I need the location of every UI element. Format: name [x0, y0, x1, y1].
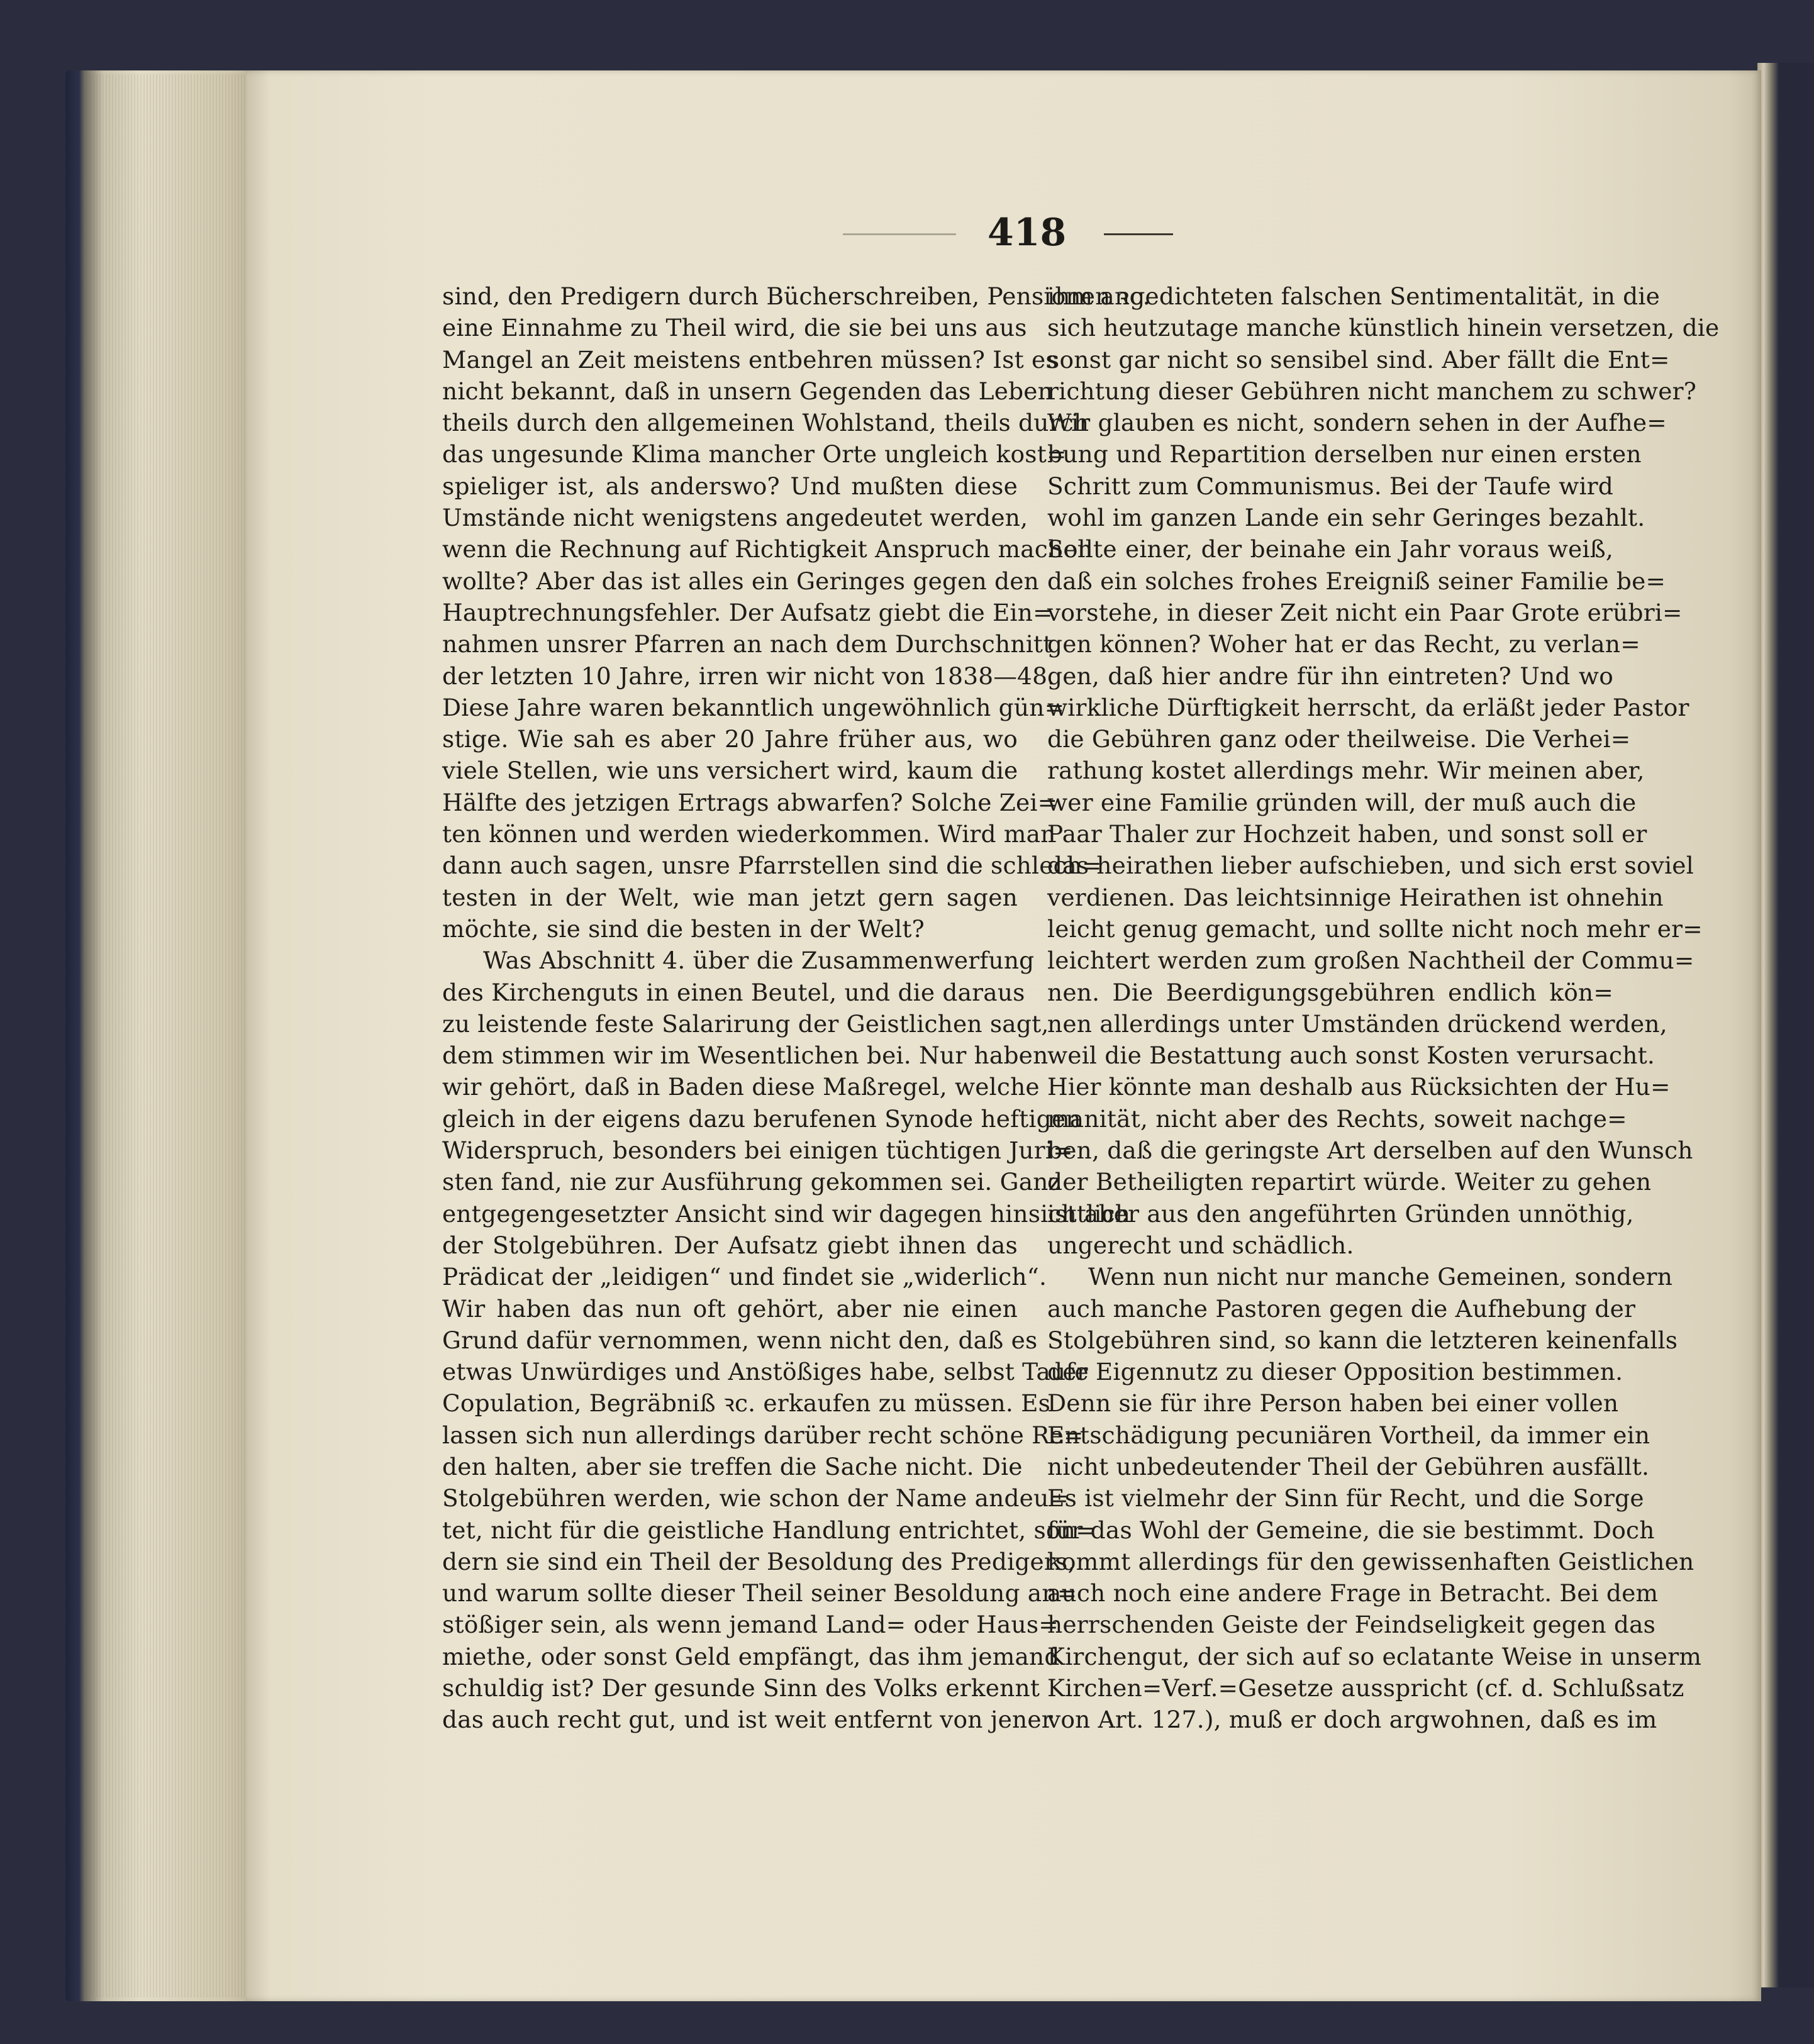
text-line: nen. Die Beerdigungsgebühren endlich kön=: [1047, 978, 1613, 1006]
text-line: viele Stellen, wie uns versichert wird, kaum die: [442, 757, 1018, 785]
text-line: spieliger ist, als anderswo? Und mußten diese: [442, 472, 1018, 500]
text-line: Hier könnte man deshalb aus Rücksichten der Hu=: [1047, 1073, 1671, 1101]
text-line: wer eine Familie gründen will, der muß auch die: [1047, 788, 1637, 816]
text-line: wollte? Aber das ist alles ein Geringes gegen den: [442, 567, 1039, 595]
text-line: der Stolgebühren. Der Aufsatz giebt ihnen das: [442, 1231, 1018, 1259]
text-line: gen, daß hier andre für ihn eintreten? Und wo: [1047, 662, 1613, 690]
text-line: Kirchen=Verf.=Gesetze ausspricht (cf. d. Schlußsatz: [1047, 1674, 1684, 1702]
text-line: des Kirchenguts in einen Beutel, und die daraus: [442, 978, 1025, 1006]
right-text-column: [1047, 280, 1720, 1736]
text-line: ben, daß die geringste Art derselben auf den Wunsch: [1047, 1136, 1693, 1165]
header-rule-left: [843, 233, 956, 235]
text-line: entgegengesetzter Ansicht sind wir dagegen hinsichtlich: [442, 1199, 1131, 1228]
text-line: dern sie sind ein Theil der Besoldung des Predigers,: [442, 1547, 1076, 1575]
text-line: Mangel an Zeit meistens entbehren müssen? Ist es: [442, 345, 1058, 374]
page-header: [969, 211, 1182, 261]
text-line: etwas Unwürdiges und Anstößiges habe, selbst Taufe: [442, 1358, 1089, 1386]
text-line: Hauptrechnungsfehler. Der Aufsatz giebt die Ein=: [442, 598, 1053, 626]
text-line: Umstände nicht wenigstens angedeutet werden,: [442, 504, 1028, 532]
text-line: der letzten 10 Jahre, irren wir nicht von 1838—48.: [442, 662, 1055, 690]
text-line: Wenn nun nicht nur manche Gemeinen, sondern: [1088, 1263, 1673, 1291]
text-line: Wir glauben es nicht, sondern sehen in der Aufhe=: [1047, 409, 1667, 437]
text-line: dann auch sagen, unsre Pfarrstellen sind die schlech=: [442, 852, 1102, 880]
text-line: sind, den Predigern durch Bücherschreiben, Pensionen ꝛc.: [442, 282, 1150, 310]
page-stack-edges: [88, 74, 245, 1997]
text-line: nicht unbedeutender Theil der Gebühren ausfällt.: [1047, 1452, 1650, 1480]
text-line: nen allerdings unter Umständen drückend werden,: [1047, 1009, 1667, 1038]
text-line: verdienen. Das leichtsinnige Heirathen ist ohnehin: [1047, 883, 1664, 911]
text-line: vorstehe, in dieser Zeit nicht ein Paar Grote erübri=: [1047, 598, 1683, 626]
text-line: miethe, oder sonst Geld empfängt, das ihm jemand: [442, 1642, 1060, 1670]
text-line: leichtert werden zum großen Nachtheil der Commu=: [1047, 947, 1694, 975]
text-line: das auch recht gut, und ist weit entfernt von jener: [442, 1706, 1053, 1734]
text-line: Hälfte des jetzigen Ertrags abwarfen? Solche Zei=: [442, 788, 1058, 816]
text-line: herrschenden Geiste der Feindseligkeit gegen das: [1047, 1611, 1656, 1639]
text-line: schuldig ist? Der gesunde Sinn des Volks erkennt: [442, 1674, 1040, 1702]
text-line: gleich in der eigens dazu berufenen Synode heftigen: [442, 1104, 1081, 1133]
text-line: Schritt zum Communismus. Bei der Taufe wird: [1047, 472, 1613, 500]
text-line: manität, nicht aber des Rechts, soweit nachge=: [1047, 1104, 1627, 1133]
text-line: von Art. 127.), muß er doch argwohnen, daß es im: [1047, 1706, 1657, 1734]
text-line: Denn sie für ihre Person haben bei einer vollen: [1047, 1389, 1619, 1418]
text-line: sten fand, nie zur Ausführung gekommen sei. Ganz: [442, 1168, 1061, 1196]
page-number: 418: [988, 211, 1067, 255]
text-line: nahmen unsrer Pfarren an nach dem Durchschnitt: [442, 630, 1053, 658]
text-line: sich heutzutage manche künstlich hinein versetzen, die: [1047, 314, 1720, 342]
text-line: Was Abschnitt 4. über die Zusammenwerfung: [483, 947, 1035, 975]
text-line: der Betheiligten repartirt würde. Weiter zu gehen: [1047, 1168, 1652, 1196]
text-line: kommt allerdings für den gewissenhaften Geistlichen: [1047, 1547, 1694, 1575]
text-line: Es ist vielmehr der Sinn für Recht, und die Sorge: [1047, 1484, 1644, 1513]
text-line: das ungesunde Klima mancher Orte ungleich kost=: [442, 440, 1067, 469]
header-rule-right: [1104, 233, 1173, 235]
text-line: für das Wohl der Gemeine, die sie bestimmt. Doch: [1047, 1516, 1655, 1544]
text-line: weil die Bestattung auch sonst Kosten verursacht.: [1047, 1041, 1655, 1070]
text-line: Widerspruch, besonders bei einigen tüchtigen Juri=: [442, 1136, 1073, 1165]
text-line: eine Einnahme zu Theil wird, die sie bei uns aus: [442, 314, 1027, 342]
text-line: daß ein solches frohes Ereigniß seiner Familie be=: [1047, 567, 1666, 595]
text-line: rathung kostet allerdings mehr. Wir meinen aber,: [1047, 757, 1645, 785]
text-line: und warum sollte dieser Theil seiner Besoldung an=: [442, 1579, 1077, 1608]
text-line: Grund dafür vernommen, wenn nicht den, daß es: [442, 1326, 1038, 1354]
text-line: Stolgebühren werden, wie schon der Name andeu=: [442, 1484, 1069, 1513]
text-line: wohl im ganzen Lande ein sehr Geringes bezahlt.: [1047, 504, 1645, 532]
text-line: tet, nicht für die geistliche Handlung entrichtet, son=: [442, 1516, 1096, 1544]
text-line: wenn die Rechnung auf Richtigkeit Anspruch machen: [442, 535, 1093, 564]
text-line: das heirathen lieber aufschieben, und sich erst soviel: [1047, 852, 1694, 880]
text-line: lassen sich nun allerdings darüber recht schöne Re=: [442, 1421, 1084, 1449]
text-line: Copulation, Begräbniß ꝛc. erkaufen zu müssen. Es: [442, 1389, 1051, 1418]
text-line: auch noch eine andere Frage in Betracht. Bei dem: [1047, 1579, 1659, 1608]
text-line: nicht bekannt, daß in unsern Gegenden das Leben: [442, 377, 1054, 405]
text-line: wir gehört, daß in Baden diese Maßregel, welche: [442, 1073, 1040, 1101]
text-line: theils durch den allgemeinen Wohlstand, theils durch: [442, 409, 1089, 437]
left-text-column: [442, 280, 1150, 1736]
text-line: Entschädigung pecuniären Vortheil, da immer ein: [1047, 1421, 1650, 1449]
text-line: dem stimmen wir im Wesentlichen bei. Nur haben: [442, 1041, 1049, 1070]
text-line: Sollte einer, der beinahe ein Jahr voraus weiß,: [1047, 535, 1613, 564]
text-line: stößiger sein, als wenn jemand Land= oder Haus=: [442, 1611, 1059, 1639]
text-line: gen können? Woher hat er das Recht, zu verlan=: [1047, 630, 1640, 658]
text-line: ungerecht und schädlich.: [1047, 1231, 1354, 1259]
binding-edge: [1757, 63, 1814, 1987]
text-line: wirkliche Dürftigkeit herrscht, da erläßt jeder Pastor: [1047, 693, 1689, 721]
text-line: richtung dieser Gebühren nicht manchem zu schwer?: [1047, 377, 1697, 405]
text-line: sonst gar nicht so sensibel sind. Aber fällt die Ent=: [1047, 345, 1670, 374]
text-line: Stolgebühren sind, so kann die letzteren keinenfalls: [1047, 1326, 1678, 1354]
text-line: bung und Repartition derselben nur einen ersten: [1047, 440, 1642, 469]
text-line: der Eigennutz zu dieser Opposition bestimmen.: [1047, 1358, 1623, 1386]
text-line: die Gebühren ganz oder theilweise. Die Verhei=: [1047, 725, 1631, 753]
text-line: testen in der Welt, wie man jetzt gern sagen: [442, 883, 1018, 911]
text-line: ist aber aus den angeführten Gründen unnöthig,: [1047, 1199, 1634, 1228]
text-line: stige. Wie sah es aber 20 Jahre früher aus, wo: [442, 725, 1018, 753]
text-line: auch manche Pastoren gegen die Aufhebung der: [1047, 1294, 1636, 1323]
text-line: zu leistende feste Salarirung der Geistlichen sagt,: [442, 1009, 1049, 1038]
text-line: Paar Thaler zur Hochzeit haben, und sonst soll er: [1047, 820, 1647, 848]
text-line: Diese Jahre waren bekanntlich ungewöhnlich gün=: [442, 693, 1065, 721]
text-line: Kirchengut, der sich auf so eclatante Weise in unserm: [1047, 1642, 1702, 1670]
text-line: leicht genug gemacht, und sollte nicht noch mehr er=: [1047, 914, 1703, 943]
text-line: den halten, aber sie treffen die Sache nicht. Die: [442, 1452, 1023, 1480]
text-line: ihm angedichteten falschen Sentimentalität, in die: [1047, 282, 1660, 310]
text-line: Prädicat der „leidigen“ und findet sie „widerlich“.: [442, 1263, 1047, 1291]
text-line: ten können und werden wiederkommen. Wird man: [442, 820, 1056, 848]
text-line: Wir haben das nun oft gehört, aber nie einen: [442, 1294, 1018, 1323]
text-line: möchte, sie sind die besten in der Welt?: [442, 914, 925, 943]
